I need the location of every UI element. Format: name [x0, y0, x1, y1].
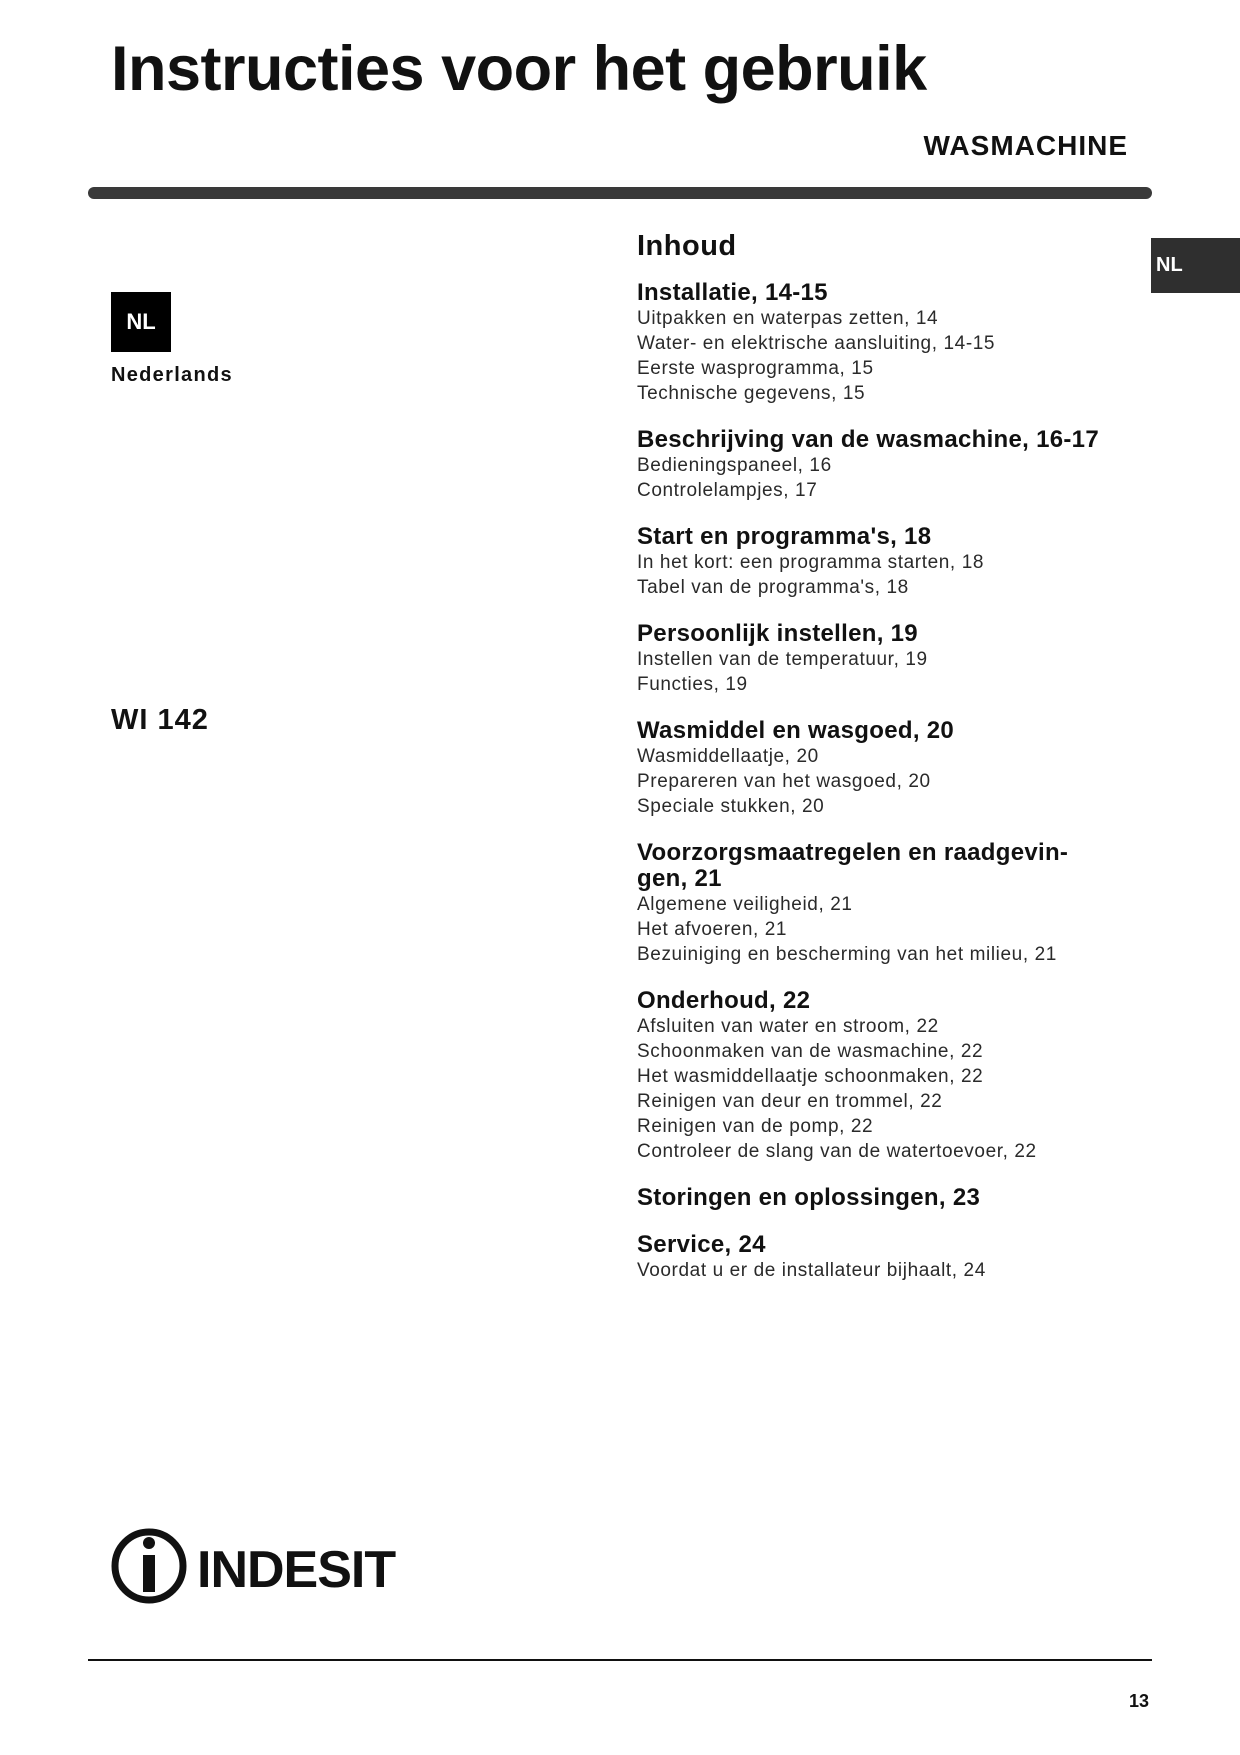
toc-item: Voordat u er de installateur bijhaalt, 24	[637, 1260, 986, 1281]
toc-sections	[637, 280, 1142, 1283]
toc-item: Algemene veiligheid, 21	[637, 894, 853, 915]
brand-name: INDESIT	[197, 1541, 396, 1599]
language-name: Nederlands	[111, 364, 233, 386]
toc-heading: Inhoud	[637, 230, 737, 262]
toc-item: Speciale stukken, 20	[637, 796, 825, 817]
language-side-tab: NL	[1151, 238, 1240, 293]
toc-section	[637, 621, 1142, 697]
toc-item: Afsluiten van water en stroom, 22	[637, 1016, 939, 1037]
toc-item: Instellen van de temperatuur, 19	[637, 649, 928, 670]
toc-section-title: Voorzorgsmaatregelen en raadgevin- gen, 21	[637, 839, 1069, 892]
page-number: 13	[1128, 1691, 1149, 1711]
toc-item: Uitpakken en waterpas zetten, 14	[637, 308, 939, 329]
header-divider	[88, 187, 1152, 199]
toc-section	[637, 1185, 1142, 1211]
toc-section	[637, 280, 1142, 406]
product-type: WASMACHINE	[923, 130, 1128, 161]
toc-item: Functies, 19	[637, 674, 748, 695]
toc-section-title: Onderhoud, 22	[637, 987, 811, 1014]
toc-section-title: Service, 24	[637, 1231, 766, 1258]
indesit-logo	[111, 1525, 411, 1605]
footer-divider	[88, 1659, 1152, 1661]
toc-item: Wasmiddellaatje, 20	[637, 746, 819, 767]
toc-item: Tabel van de programma's, 18	[637, 577, 909, 598]
toc-section-title: Installatie, 14-15	[637, 279, 828, 306]
language-code-badge: NL	[111, 292, 171, 352]
toc-section	[637, 427, 1142, 503]
toc-section-title: Start en programma's, 18	[637, 523, 932, 550]
toc-section-title: Storingen en oplossingen, 23	[637, 1184, 981, 1211]
toc-section	[637, 840, 1142, 967]
toc-item: Controleer de slang van de watertoevoer, 22	[637, 1141, 1037, 1162]
toc-item: Technische gegevens, 15	[637, 383, 866, 404]
toc-item: Reinigen van de pomp, 22	[637, 1116, 874, 1137]
toc-section-title: Beschrijving van de wasmachine, 16-17	[637, 426, 1099, 453]
toc-item: Controlelampjes, 17	[637, 480, 818, 501]
toc-item: Reinigen van deur en trommel, 22	[637, 1091, 943, 1112]
indesit-i-logo-icon	[115, 1532, 183, 1600]
model-number: WI 142	[111, 704, 209, 736]
toc-item: Prepareren van het wasgoed, 20	[637, 771, 931, 792]
toc-section	[637, 988, 1142, 1164]
table-of-contents	[637, 228, 1142, 1304]
toc-item: Water- en elektrische aansluiting, 14-15	[637, 333, 996, 354]
toc-item: In het kort: een programma starten, 18	[637, 552, 985, 573]
toc-item: Bedieningspaneel, 16	[637, 455, 832, 476]
document-title: Instructies voor het gebruik	[111, 34, 927, 104]
toc-section-title: Persoonlijk instellen, 19	[637, 620, 918, 647]
toc-section	[637, 1232, 1142, 1283]
toc-section	[637, 524, 1142, 600]
toc-item: Eerste wasprogramma, 15	[637, 358, 874, 379]
toc-item: Bezuiniging en bescherming van het milieu, 21	[637, 944, 1057, 965]
toc-item: Het wasmiddellaatje schoonmaken, 22	[637, 1066, 984, 1087]
toc-item: Schoonmaken van de wasmachine, 22	[637, 1041, 984, 1062]
toc-section	[637, 718, 1142, 819]
toc-section-title: Wasmiddel en wasgoed, 20	[637, 717, 955, 744]
toc-item: Het afvoeren, 21	[637, 919, 788, 940]
